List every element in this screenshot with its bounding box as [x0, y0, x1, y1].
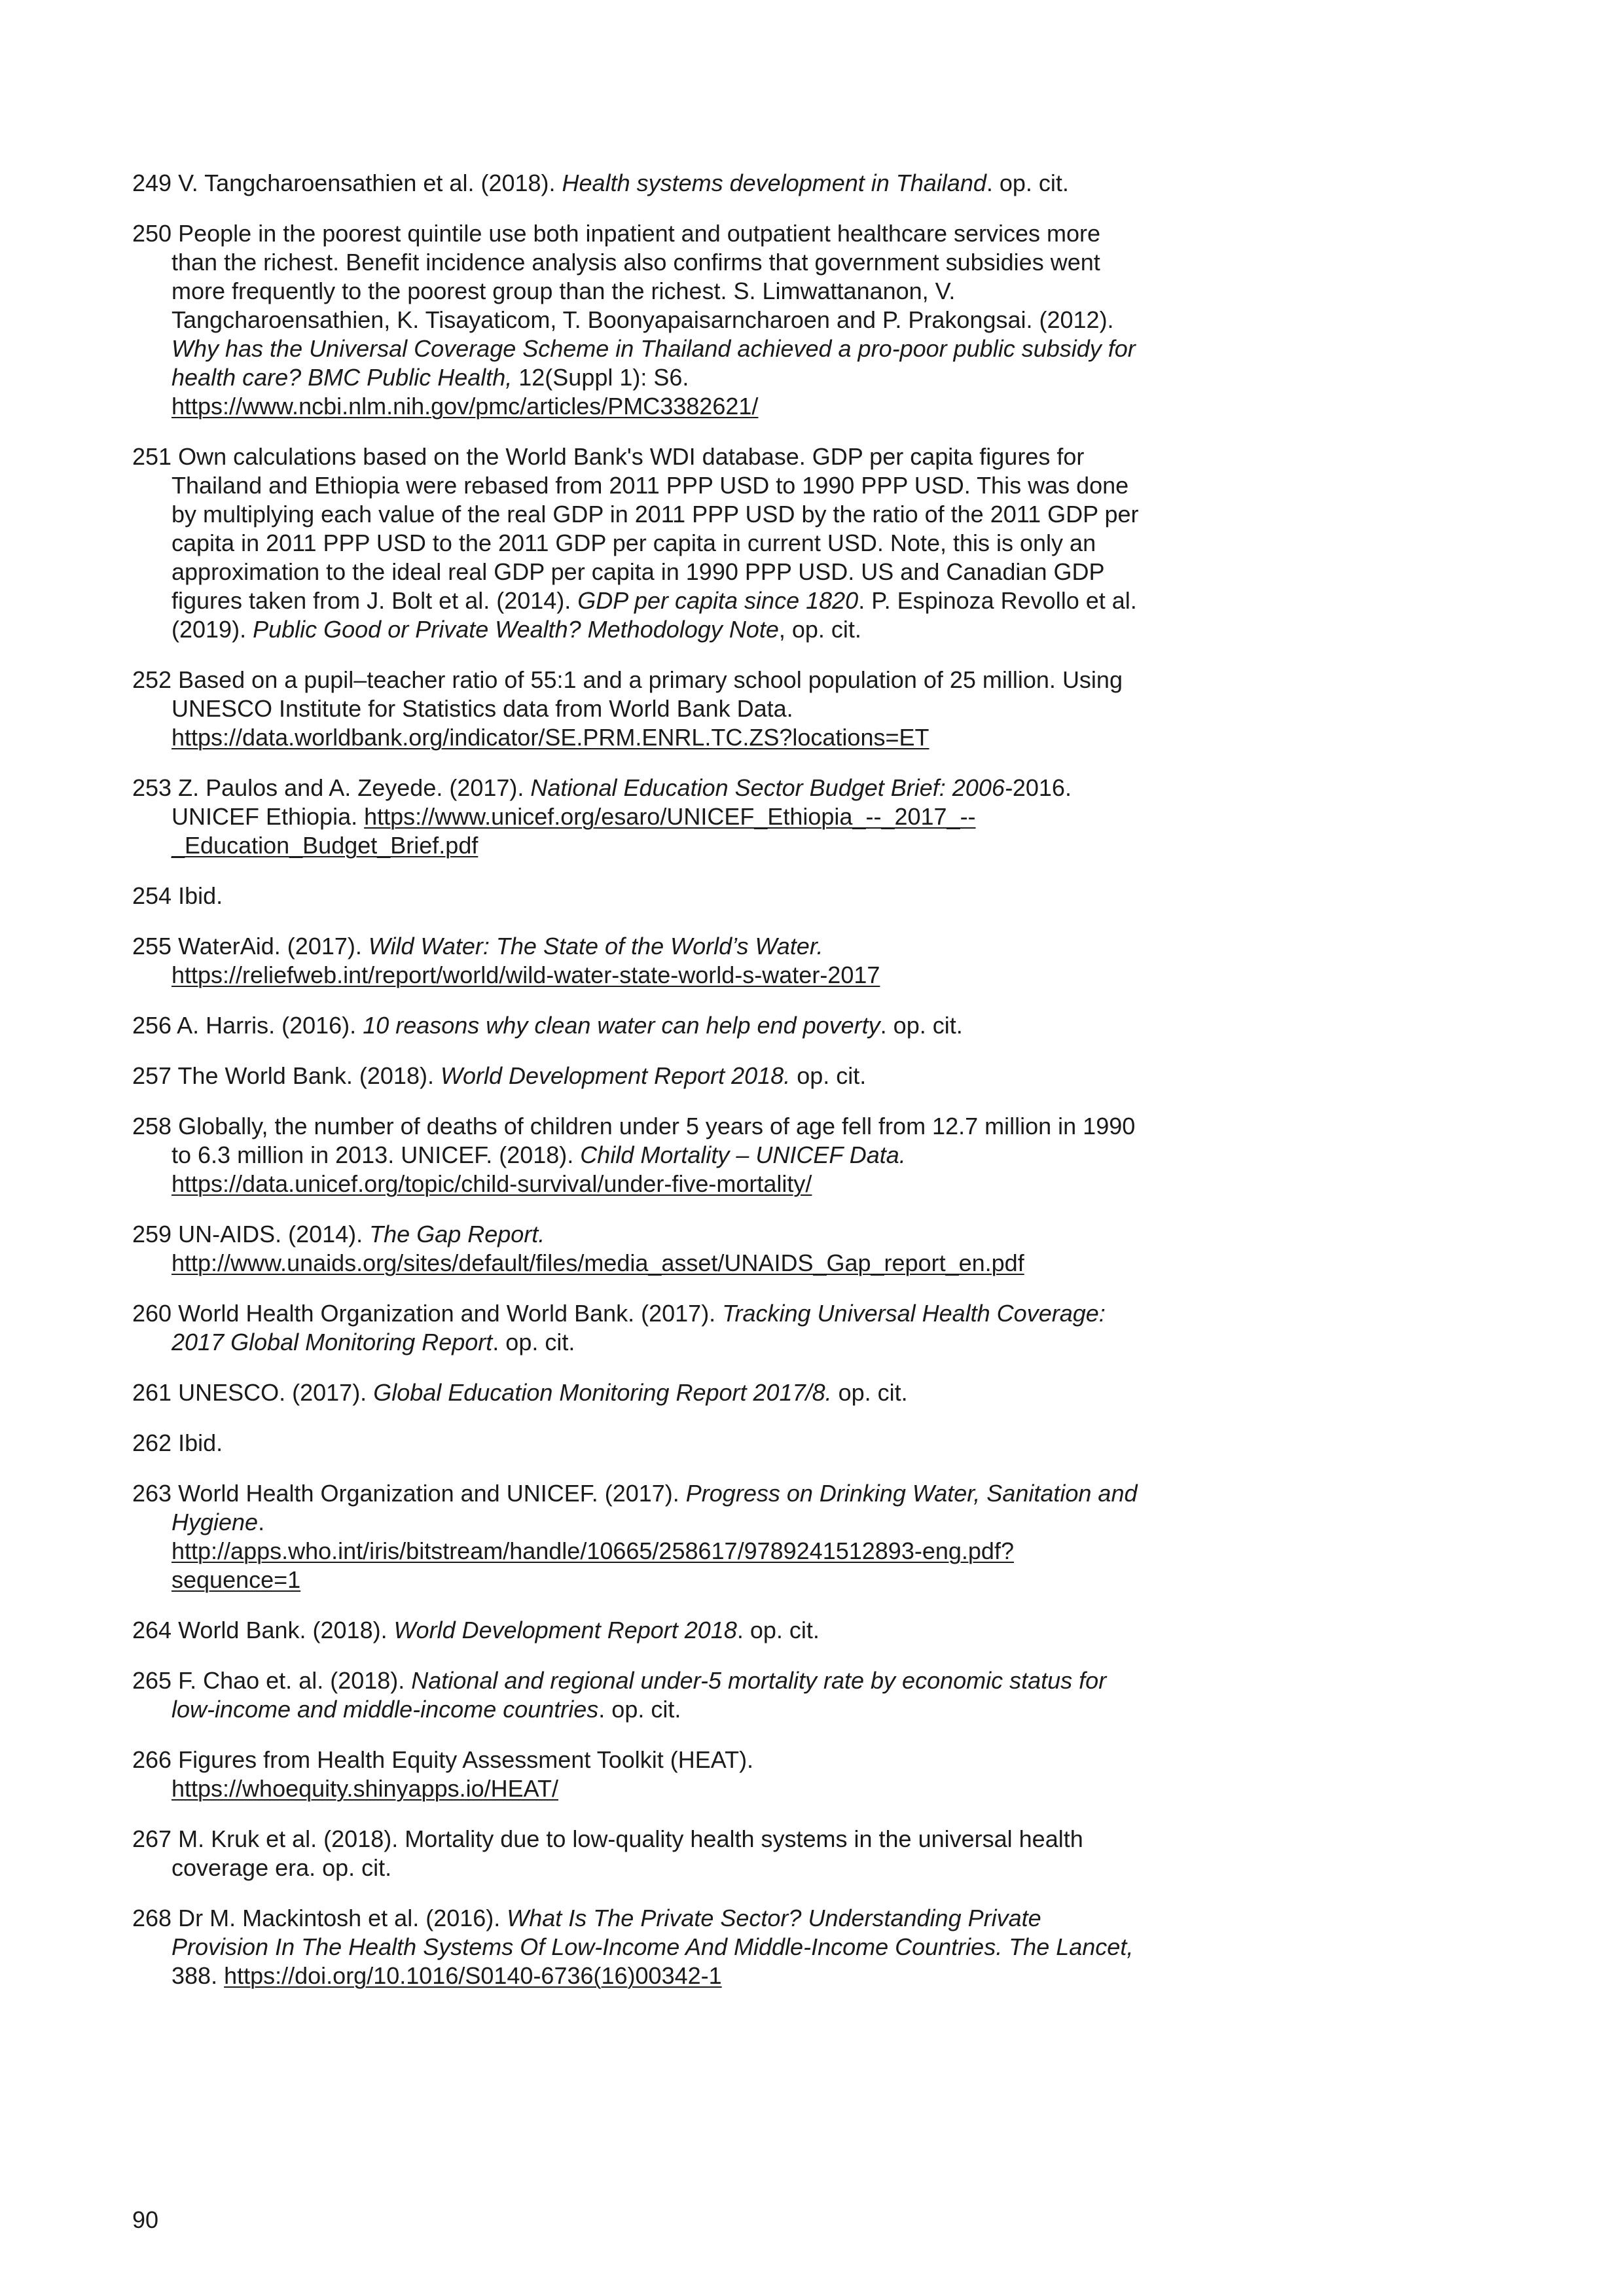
- note-text: Globally, the number of deaths of children under 5 years of age fell from 12.7 million in 1990 to 6.3 million in 2013. UNICEF. (2018).: [171, 1113, 1136, 1168]
- endnote-259: [132, 1220, 1140, 1278]
- endnote-256: [132, 1011, 1140, 1040]
- endnote-250: [132, 219, 1140, 421]
- note-link[interactable]: https://www.ncbi.nlm.nih.gov/pmc/articles/PMC3382621/: [171, 393, 759, 420]
- note-text: F. Chao et. al. (2018).: [178, 1667, 412, 1694]
- endnote-262: [132, 1429, 1140, 1458]
- note-number: 259: [132, 1221, 172, 1247]
- endnote-251: [132, 442, 1140, 644]
- note-text: A. Harris. (2016).: [177, 1012, 363, 1039]
- note-text: Own calculations based on the World Bank's WDI database. GDP per capita figures for Thailand and Ethiopia were rebased from 2011 PPP USD to 1990 PPP USD. This was done by multiplying each value of the real GDP in 2011 PPP USD by the ratio of the 2011 GDP per capita in 2011 PPP USD to the 2011 GDP per capita in current USD. Note, this is only an approximation to the ideal real GDP per capita in 1990 PPP USD. US and Canadian GDP figures taken from J. Bolt et al. (2014).: [171, 443, 1139, 614]
- note-number: 261: [132, 1379, 172, 1406]
- note-title: The Gap Report.: [369, 1221, 545, 1247]
- note-title: World Development Report 2018: [393, 1617, 737, 1643]
- endnote-260: [132, 1299, 1140, 1357]
- note-title: What Is The Private Sector? Understanding Private Provision In The Health Systems Of Low-Income And Middle-Income Countries. The Lancet,: [171, 1905, 1134, 1960]
- note-number: 260: [132, 1300, 172, 1327]
- note-number: 267: [132, 1825, 172, 1852]
- note-text: UN-AIDS. (2014).: [178, 1221, 370, 1247]
- endnote-266: [132, 1746, 1140, 1803]
- note-link[interactable]: https://doi.org/10.1016/S0140-6736(16)00342-1: [224, 1962, 722, 1989]
- note-text: Based on a pupil–teacher ratio of 55:1 and a primary school population of 25 million. Using UNESCO Institute for Statistics data from World Bank Data.: [171, 666, 1123, 722]
- note-text: Figures from Health Equity Assessment Toolkit (HEAT).: [178, 1746, 754, 1773]
- note-text: , op. cit.: [778, 616, 861, 643]
- note-text: M. Kruk et al. (2018). Mortality due to low-quality health systems in the universal health coverage era. op. cit.: [171, 1825, 1083, 1881]
- note-title: Tracking Universal Health Coverage: 2017 Global Monitoring Report: [171, 1300, 1106, 1355]
- note-title: GDP per capita since 1820: [577, 587, 859, 614]
- note-number: 258: [132, 1113, 172, 1139]
- note-title: Wild Water: The State of the World’s Water.: [368, 933, 823, 960]
- note-number: 264: [132, 1617, 172, 1643]
- note-title: Public Good or Private Wealth? Methodology Note: [253, 616, 779, 643]
- note-title: Health systems development in Thailand: [562, 170, 986, 196]
- note-text: . op. cit.: [736, 1617, 820, 1643]
- note-text: op. cit.: [831, 1379, 908, 1406]
- note-number: 254: [132, 882, 172, 909]
- note-text: . op. cit.: [880, 1012, 963, 1039]
- note-title: Why has the Universal Coverage Scheme in Thailand achieved a pro-poor public subsidy for health care? BMC Public Health,: [171, 335, 1136, 391]
- note-title: Child Mortality – UNICEF Data.: [580, 1141, 906, 1168]
- note-text: People in the poorest quintile use both inpatient and outpatient healthcare services more than the richest. Benefit incidence analysis also confirms that government subsidies went more frequently to the poorest group than the richest. S. Limwattananon, V. Tangcharoensathien, K. Tisayaticom, T. Boonyapaisarncharoen and P. Prakongsai. (2012).: [171, 220, 1114, 333]
- endnote-264: [132, 1616, 1140, 1645]
- note-link[interactable]: http://www.unaids.org/sites/default/files/media_asset/UNAIDS_Gap_report_en.pdf: [171, 1249, 1024, 1276]
- endnote-253: [132, 774, 1140, 860]
- note-link[interactable]: https://www.unicef.org/esaro/UNICEF_Ethiopia_--_2017_--_Education_Budget_Brief.pdf: [171, 803, 976, 859]
- endnote-249: [132, 169, 1140, 198]
- note-title: 10 reasons why clean water can help end poverty: [363, 1012, 880, 1039]
- note-title: National and regional under-5 mortality rate by economic status for low-income and middle-income countries: [171, 1667, 1107, 1723]
- note-number: 255: [132, 933, 172, 960]
- note-text: Ibid.: [178, 882, 223, 909]
- note-number: 263: [132, 1480, 172, 1507]
- endnote-261: [132, 1378, 1140, 1407]
- note-number: 268: [132, 1905, 172, 1931]
- note-number: 256: [132, 1012, 172, 1039]
- note-link[interactable]: https://data.worldbank.org/indicator/SE.PRM.ENRL.TC.ZS?locations=ET: [171, 724, 929, 751]
- endnote-265: [132, 1666, 1140, 1724]
- note-text: The World Bank. (2018).: [177, 1062, 441, 1089]
- note-link[interactable]: http://apps.who.int/iris/bitstream/handle/10665/258617/9789241512893-eng.pdf?sequence=1: [171, 1537, 1014, 1593]
- note-text: Z. Paulos and A. Zeyede. (2017).: [178, 774, 531, 801]
- note-text: . op. cit.: [492, 1329, 575, 1355]
- note-text: 388.: [171, 1962, 225, 1989]
- endnote-267: [132, 1825, 1140, 1882]
- note-link[interactable]: https://reliefweb.int/report/world/wild-water-state-world-s-water-2017: [171, 961, 880, 988]
- page-number: 90: [132, 2206, 159, 2233]
- endnote-268: [132, 1904, 1140, 1990]
- note-text: 2016. UNICEF Ethiopia.: [171, 774, 1072, 830]
- note-text: . P. Espinoza Revollo et al. (2019).: [171, 587, 1137, 643]
- note-text: WaterAid. (2017).: [178, 933, 369, 960]
- note-text: op. cit.: [790, 1062, 867, 1089]
- endnotes-list: [132, 169, 1140, 2012]
- note-number: 266: [132, 1746, 172, 1773]
- note-link[interactable]: https://whoequity.shinyapps.io/HEAT/: [171, 1775, 558, 1802]
- note-number: 252: [132, 666, 172, 693]
- note-text: .: [258, 1509, 265, 1535]
- note-title: World Development Report 2018.: [440, 1062, 791, 1089]
- note-title: Global Education Monitoring Report 2017/8.: [373, 1379, 832, 1406]
- note-number: 262: [132, 1429, 172, 1456]
- note-number: 265: [132, 1667, 172, 1694]
- endnote-255: [132, 932, 1140, 990]
- note-number: 257: [132, 1062, 172, 1089]
- note-number: 249: [132, 170, 172, 196]
- note-title: Progress on Drinking Water, Sanitation and Hygiene: [171, 1480, 1138, 1535]
- note-title: National Education Sector Budget Brief: 2006-: [530, 774, 1013, 801]
- note-text: . op. cit.: [986, 170, 1069, 196]
- note-text: Ibid.: [178, 1429, 223, 1456]
- note-text: World Health Organization and UNICEF. (2017).: [178, 1480, 686, 1507]
- note-number: 250: [132, 220, 172, 247]
- note-text: 12(Suppl 1): S6.: [512, 364, 689, 391]
- note-text: Dr M. Mackintosh et al. (2016).: [178, 1905, 507, 1931]
- note-text: World Health Organization and World Bank. (2017).: [178, 1300, 723, 1327]
- note-text: UNESCO. (2017).: [178, 1379, 374, 1406]
- note-text: V. Tangcharoensathien et al. (2018).: [178, 170, 562, 196]
- note-text: World Bank. (2018).: [178, 1617, 394, 1643]
- note-number: 251: [132, 443, 172, 470]
- note-link[interactable]: https://data.unicef.org/topic/child-survival/under-five-mortality/: [171, 1170, 812, 1197]
- note-number: 253: [132, 774, 172, 801]
- endnote-258: [132, 1112, 1140, 1198]
- endnote-254: [132, 882, 1140, 910]
- endnote-257: [132, 1062, 1140, 1090]
- note-text: . op. cit.: [598, 1696, 681, 1723]
- endnote-263: [132, 1479, 1140, 1594]
- endnote-252: [132, 666, 1140, 752]
